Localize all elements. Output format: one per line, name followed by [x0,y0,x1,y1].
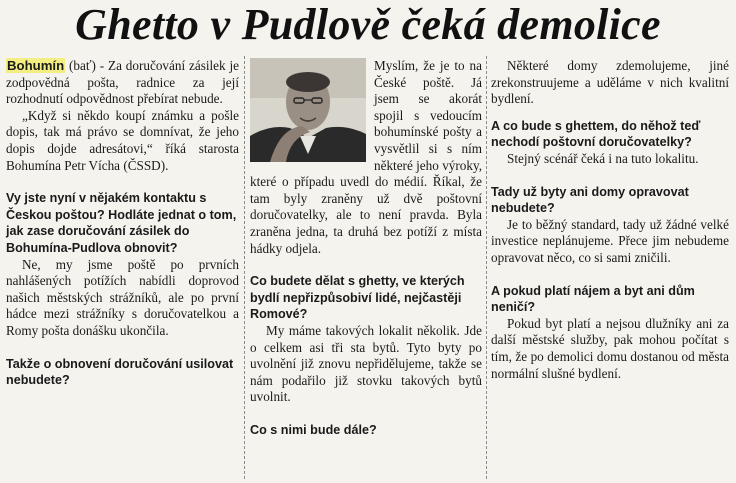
column-2 [250,58,482,483]
mayor-quote: „Když si někdo koupí známku a pošle dopis, tak má právo se domnívat, že jeho dopis dojde adresátovi,“ říká starosta Bohumína Petr Vícha (ČSSD). [6,107,239,173]
question-7: A pokud platí nájem a byt ani dům neničí? [491,283,695,315]
dateline-place: Bohumín [7,58,65,73]
intro-paragraph [6,58,239,108]
question-3: Co budete dělat s ghetty, ve kterých bydlí nepřizpůsobiví lidé, nejčastěji Romové? [250,274,465,322]
answer-4: Některé domy zdemolujeme, jiné zrekonstruujeme a uděláme v nich kvalitní bydlení. [491,58,729,107]
column-divider [486,56,487,479]
column-1 [6,58,239,483]
column-divider [244,56,245,479]
intro-text: (bať) - Za doručování zásilek je zodpovědná pošta, radnice za její rozhodnutí odpovědnost přebírat nebude. [6,58,239,107]
answer-5: Stejný scénář čeká i na tuto lokalitu. [507,150,699,166]
question-5: A co bude s ghettem, do něhož teď nechodí poštovní doručovatelky? [491,118,701,150]
answer-3: My máme takových lokalit několik. Jde o celkem asi tři sta bytů. Tyto byty po uvolnění již znovu nepřidělujeme, takže se nám podařilo již stovku takových bytů uvolnit. [250,322,482,405]
answer-2: Myslím, že je to na České poště. Já jsem se akorát spojil s vedoucím bohumínské pošty a vysvětlil si s ním některé jeho výroky, které o případu uvedl do médií. Říkal, že tam byly zraněny už dvě poštovní doručovatelky, ale to není pravda. Byla zraněna jedna, ta druhá bez potíží z místa hádky odjela. [250,58,482,256]
column-3 [491,58,729,483]
answer-1: Ne, my jsme poště po prvních nahlášených potížích nabídli doprovod našich městských strážníků, ale po první hádce mezi strážníky s doručovatelkou a Romy pošta donášku ukončila. [6,256,239,338]
question-6: Tady už byty ani domy opravovat nebudete? [491,184,689,216]
question-4: Co s nimi bude dále? [250,422,377,437]
answer-6: Je to běžný standard, tady už žádné velké investice neplánujeme. Přece jim nebudeme opravovat něco, co si sami zničili. [491,216,729,265]
question-2: Takže o obnovení doručování usilovat nebudete? [6,356,234,388]
question-1: Vy jste nyní v nějakém kontaktu s Českou poštou? Hodláte jednat o tom, jak zase doručování zásilek do Bohumína-Pudlova obnovit? [6,191,237,255]
portrait-photo [250,58,366,162]
answer-7: Pokud byt platí a nejsou dlužníky ani za další městské služby, pak mohou počítat s tím, že po demolici domu dostanou od města normální slušné bydlení. [491,315,729,381]
article-headline: Ghetto v Pudlově čeká demolice [75,0,661,49]
